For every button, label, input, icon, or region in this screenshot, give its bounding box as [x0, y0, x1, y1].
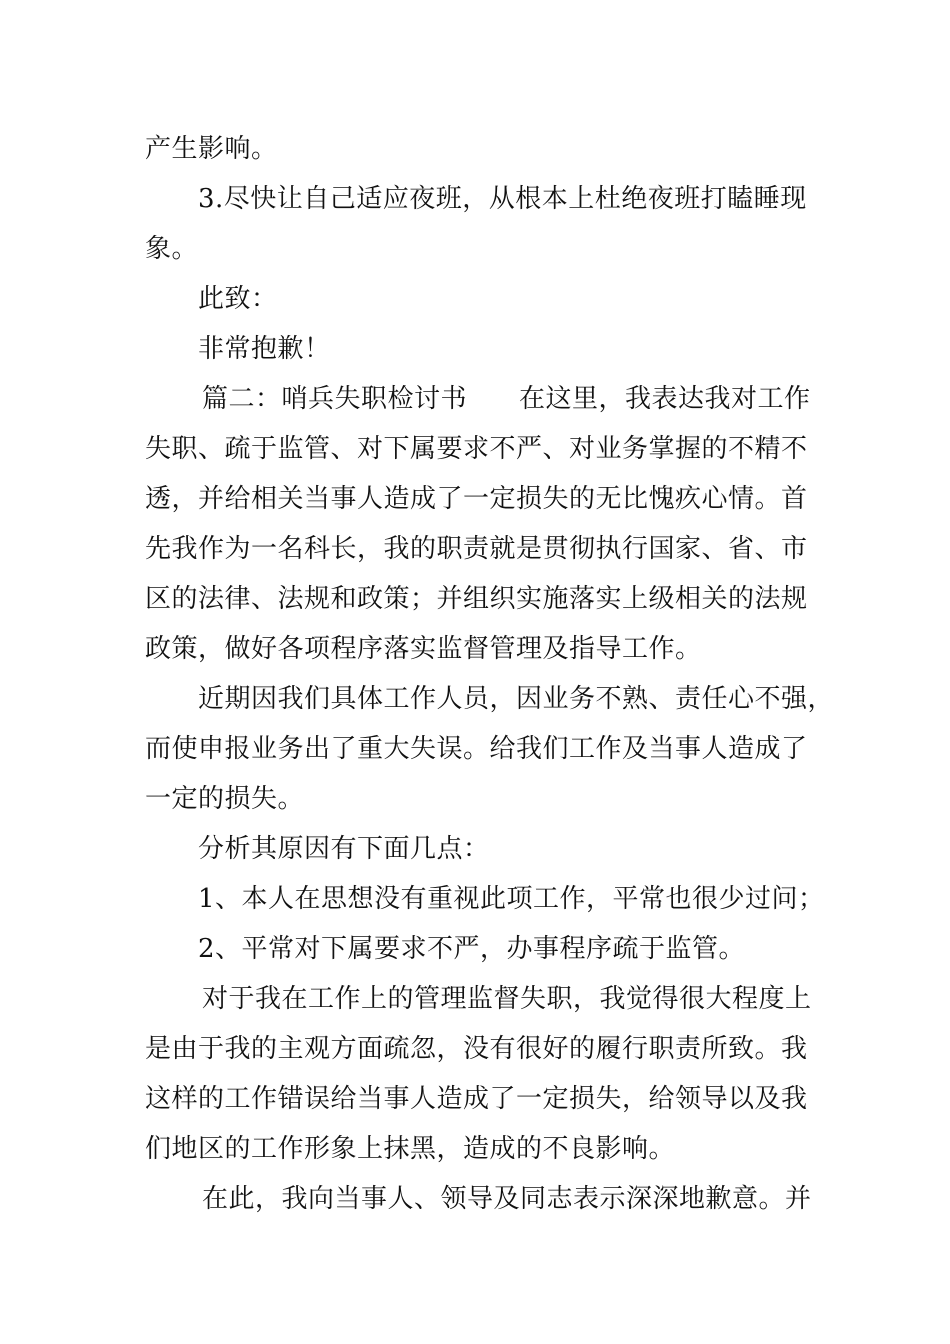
text-fragment: 在这里，我表达我对工作	[519, 384, 811, 414]
text-line: 先我作为一名科长，我的职责就是贯彻执行国家、省、市	[145, 534, 808, 564]
text-line: 区的法律、法规和政策；并组织实施落实上级相关的法规	[145, 584, 808, 614]
text-line: 非常抱歉！	[198, 334, 331, 364]
text-line: 是由于我的主观方面疏忽，没有很好的履行职责所致。我	[145, 1034, 808, 1064]
text-line: 产生影响。	[145, 134, 278, 164]
text-line: 分析其原因有下面几点：	[198, 834, 490, 864]
text-line: 一定的损失。	[145, 784, 305, 814]
text-line: 在此，我向当事人、领导及同志表示深深地歉意。并	[202, 1184, 812, 1214]
list-item: 2、平常对下属要求不严，办事程序疏于监管。	[198, 934, 746, 964]
text-line: 政策，做好各项程序落实监督管理及指导工作。	[145, 634, 702, 664]
text-line: 们地区的工作形象上抹黑，造成的不良影响。	[145, 1134, 676, 1164]
text-line: 这样的工作错误给当事人造成了一定损失，给领导以及我	[145, 1084, 808, 1114]
text-line: 此致：	[198, 284, 278, 314]
text-line: 而使申报业务出了重大失误。给我们工作及当事人造成了	[145, 734, 808, 764]
text-line: 近期因我们具体工作人员，因业务不熟、责任心不强，	[198, 684, 835, 714]
text-line: 象。	[145, 234, 199, 264]
text-line: 透，并给相关当事人造成了一定损失的无比愧疚心情。首	[145, 484, 808, 514]
section-heading-line	[202, 384, 811, 414]
section-heading: 篇二：哨兵失职检讨书	[202, 384, 468, 414]
text-line: 3.尽快让自己适应夜班，从根本上杜绝夜班打瞌睡现	[198, 184, 807, 214]
list-item: 1、本人在思想没有重视此项工作，平常也很少过问；	[198, 884, 825, 914]
text-line: 对于我在工作上的管理监督失职，我觉得很大程度上	[202, 984, 812, 1014]
text-line: 失职、疏于监管、对下属要求不严、对业务掌握的不精不	[145, 434, 808, 464]
